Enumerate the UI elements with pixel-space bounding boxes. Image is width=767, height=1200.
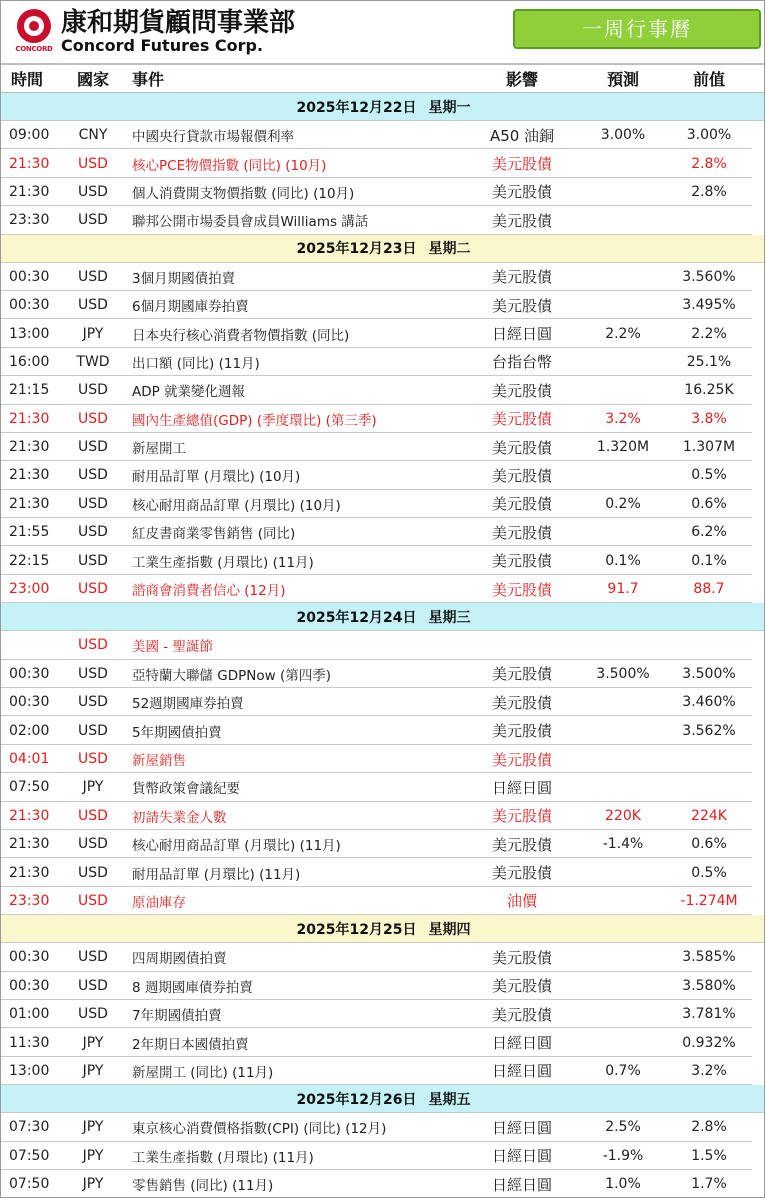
event-country: JPY xyxy=(82,1147,104,1164)
event-previous xyxy=(669,206,749,234)
company-name-en: Concord Futures Corp. xyxy=(61,36,264,55)
table-row xyxy=(1,206,765,234)
event-name: 國內生產總值(GDP) (季度環比) (第三季) xyxy=(132,412,377,429)
event-forecast: 0.7% xyxy=(605,1062,641,1079)
event-forecast: 3.500% xyxy=(596,665,650,682)
event-country: JPY xyxy=(82,779,104,796)
event-time: 22:15 xyxy=(9,552,50,569)
event-forecast xyxy=(579,376,667,404)
event-previous: 3.500% xyxy=(682,665,736,682)
event-previous: 0.5% xyxy=(691,864,727,881)
event-previous: 0.6% xyxy=(691,495,727,512)
event-time: 00:30 xyxy=(9,297,50,314)
event-country: TWD xyxy=(76,353,110,370)
event-impact: 日經日圓 xyxy=(491,1062,552,1081)
event-country: USD xyxy=(78,665,108,682)
event-impact: 美元股債 xyxy=(491,977,552,996)
event-name: 5年期國債拍賣 xyxy=(132,724,222,741)
event-time: 21:30 xyxy=(9,467,50,484)
event-previous: 3.562% xyxy=(682,722,736,739)
table-row xyxy=(1,1000,765,1028)
event-forecast xyxy=(579,263,667,291)
date-header xyxy=(1,915,765,943)
table-row xyxy=(1,802,765,830)
event-forecast xyxy=(579,972,667,1000)
event-time: 21:30 xyxy=(9,155,50,172)
event-impact: 美元股債 xyxy=(491,410,552,429)
event-impact: 美元股債 xyxy=(491,864,552,883)
event-forecast: 3.00% xyxy=(600,127,646,144)
column-country: 國家 xyxy=(76,70,109,89)
event-country: USD xyxy=(78,581,108,598)
event-impact: 美元股債 xyxy=(491,807,552,826)
event-previous: 0.1% xyxy=(691,552,727,569)
event-name: 核心耐用商品訂單 (月環比) (10月) xyxy=(132,497,341,514)
event-previous: 3.8% xyxy=(691,410,727,427)
table-row xyxy=(1,773,765,801)
event-country: USD xyxy=(78,410,108,427)
event-name: 工業生產指數 (月環比) (11月) xyxy=(132,554,314,571)
event-name: 東京核心消費價格指數(CPI) (同比) (12月) xyxy=(132,1121,387,1138)
table-row xyxy=(1,1028,765,1056)
event-name: 初請失業金人數 xyxy=(132,809,227,826)
event-impact: 美元股債 xyxy=(491,438,552,457)
event-country: JPY xyxy=(82,1176,104,1193)
event-time: 11:30 xyxy=(9,1034,50,1051)
event-previous: 1.7% xyxy=(691,1176,727,1193)
company-name-cn: 康和期貨顧問事業部 xyxy=(61,8,296,38)
weekly-calendar-button[interactable]: 一周行事曆 xyxy=(513,9,761,49)
event-time: 07:50 xyxy=(9,1147,50,1164)
event-country: USD xyxy=(78,268,108,285)
section-date: 2025年12月25日 xyxy=(296,921,417,938)
event-previous: 2.8% xyxy=(691,183,727,200)
event-time: 23:30 xyxy=(9,212,50,229)
event-name: 諮商會消費者信心 (12月) xyxy=(132,583,286,600)
event-impact: 美元股債 xyxy=(491,495,552,514)
event-name: 6個月期國庫券拍賣 xyxy=(132,299,249,316)
event-time: 21:30 xyxy=(9,495,50,512)
event-name: 7年期國債拍賣 xyxy=(132,1008,222,1025)
event-time: 00:30 xyxy=(9,694,50,711)
event-forecast: 220K xyxy=(605,807,641,824)
event-previous: 3.2% xyxy=(691,1062,727,1079)
event-previous: 2.2% xyxy=(691,325,727,342)
table-row xyxy=(1,263,765,291)
event-forecast: -1.4% xyxy=(602,836,644,853)
event-previous: 3.580% xyxy=(682,977,736,994)
event-previous: 3.560% xyxy=(682,268,736,285)
column-impact: 影響 xyxy=(505,70,538,89)
event-name: 聯邦公開市場委員會成員Williams 講話 xyxy=(132,214,369,231)
event-time: 00:30 xyxy=(9,665,50,682)
event-forecast: 2.2% xyxy=(605,325,641,342)
event-time: 02:00 xyxy=(9,722,50,739)
event-impact: 日經日圓 xyxy=(491,1175,552,1194)
section-weekday: 星期四 xyxy=(428,921,471,938)
event-previous: 2.8% xyxy=(691,1119,727,1136)
event-impact: 美元股債 xyxy=(491,523,552,542)
event-impact: 油價 xyxy=(506,892,537,911)
event-previous: 3.781% xyxy=(682,1006,736,1023)
column-previous: 前值 xyxy=(692,70,725,89)
event-impact: 美元股債 xyxy=(491,948,552,967)
event-forecast xyxy=(579,773,667,801)
section-date: 2025年12月24日 xyxy=(296,609,417,626)
section-weekday: 星期二 xyxy=(428,241,471,258)
logo-text: CONCORD xyxy=(15,45,53,53)
event-previous: 0.5% xyxy=(691,467,727,484)
event-forecast xyxy=(579,518,667,546)
table-row xyxy=(1,660,765,688)
date-header xyxy=(1,1085,765,1113)
event-forecast xyxy=(579,887,667,915)
event-time: 04:01 xyxy=(9,751,50,767)
event-country: USD xyxy=(78,637,108,654)
event-previous: 224K xyxy=(691,807,727,824)
event-time: 00:30 xyxy=(9,268,50,285)
event-forecast xyxy=(579,178,667,206)
event-country: USD xyxy=(78,439,108,456)
section-date: 2025年12月23日 xyxy=(296,241,417,258)
event-time: 21:55 xyxy=(9,524,50,541)
event-time xyxy=(9,631,69,659)
event-country: USD xyxy=(78,524,108,541)
event-previous xyxy=(669,773,749,801)
section-date: 2025年12月26日 xyxy=(296,1091,417,1108)
event-previous: -1.274M xyxy=(680,892,738,909)
event-impact: 日經日圓 xyxy=(491,1118,552,1137)
event-previous: 88.7 xyxy=(693,581,725,598)
event-time: 00:30 xyxy=(9,949,50,966)
event-country: USD xyxy=(78,807,108,824)
event-time: 23:00 xyxy=(9,581,50,598)
event-country: USD xyxy=(78,892,108,909)
event-time: 21:30 xyxy=(9,864,50,881)
event-impact: A50 油銅 xyxy=(489,126,555,145)
table-row xyxy=(1,830,765,858)
table-row xyxy=(1,121,765,149)
table-row xyxy=(1,376,765,404)
event-country: JPY xyxy=(82,1034,104,1051)
event-country: CNY xyxy=(78,127,108,144)
section-date: 2025年12月22日 xyxy=(296,99,417,116)
event-name: 紅皮書商業零售銷售 (同比) xyxy=(132,526,296,543)
event-impact: 美元股債 xyxy=(491,750,552,769)
event-forecast xyxy=(579,688,667,716)
concord-logo xyxy=(11,9,57,53)
table-row xyxy=(1,972,765,1000)
event-country: USD xyxy=(78,552,108,569)
table-row xyxy=(1,518,765,546)
event-impact: 美元股債 xyxy=(491,296,552,315)
table-row xyxy=(1,943,765,971)
event-name: 3個月期國債拍賣 xyxy=(132,270,236,287)
event-name: 出口額 (同比) (11月) xyxy=(132,355,260,372)
event-country: USD xyxy=(78,155,108,172)
event-impact: 美元股債 xyxy=(491,381,552,400)
event-time: 21:15 xyxy=(9,382,50,399)
row-divider xyxy=(1,1197,752,1198)
event-forecast xyxy=(579,1028,667,1056)
event-country: USD xyxy=(78,297,108,314)
table-row xyxy=(1,433,765,461)
table-row xyxy=(1,348,765,376)
event-previous: 1.5% xyxy=(691,1147,727,1164)
event-forecast xyxy=(579,149,667,177)
event-name: 2年期日本國債拍賣 xyxy=(132,1036,249,1053)
event-time: 21:30 xyxy=(9,836,50,853)
event-name: 亞特蘭大聯儲 GDPNow (第四季) xyxy=(132,667,332,684)
table-row xyxy=(1,716,765,744)
section-weekday: 星期一 xyxy=(428,99,471,116)
event-name: 耐用品訂單 (月環比) (10月) xyxy=(132,469,301,486)
table-row xyxy=(1,405,765,433)
date-header xyxy=(1,93,765,121)
event-name: 52週期國庫券拍賣 xyxy=(132,696,244,713)
event-name: 核心PCE物價指數 (同比) (10月) xyxy=(132,157,327,174)
date-header xyxy=(1,603,765,631)
event-name: ADP 就業變化週報 xyxy=(132,384,246,401)
event-country: USD xyxy=(78,212,108,229)
event-time: 21:30 xyxy=(9,410,50,427)
section-weekday: 星期五 xyxy=(428,1091,471,1108)
event-impact: 美元股債 xyxy=(491,722,552,741)
event-impact: 美元股債 xyxy=(491,183,552,202)
column-event: 事件 xyxy=(132,70,165,89)
event-impact: 日經日圓 xyxy=(491,1147,552,1166)
event-forecast: 1.0% xyxy=(605,1176,641,1193)
table-row xyxy=(1,575,765,603)
table-row xyxy=(1,178,765,206)
event-previous: 6.2% xyxy=(691,524,727,541)
event-name: 中國央行貸款市場報價利率 xyxy=(132,129,294,146)
event-time: 21:30 xyxy=(9,183,50,200)
event-time: 13:00 xyxy=(9,325,50,342)
event-previous: 2.8% xyxy=(691,155,727,172)
event-time: 21:30 xyxy=(9,807,50,824)
event-time: 00:30 xyxy=(9,977,50,994)
event-impact: 美元股債 xyxy=(491,268,552,287)
event-previous: 0.6% xyxy=(691,836,727,853)
event-name: 核心耐用商品訂單 (月環比) (11月) xyxy=(132,838,341,855)
table-row xyxy=(1,1113,765,1141)
event-name: 個人消費開支物價指數 (同比) (10月) xyxy=(132,185,355,202)
event-country: USD xyxy=(78,495,108,512)
event-name: 耐用品訂單 (月環比) (11月) xyxy=(132,866,301,883)
event-forecast xyxy=(579,206,667,234)
event-forecast: 0.1% xyxy=(605,552,641,569)
event-forecast xyxy=(579,943,667,971)
event-impact: 美元股債 xyxy=(491,665,552,684)
event-name: 原油庫存 xyxy=(132,894,186,911)
event-country: JPY xyxy=(82,325,104,342)
table-row xyxy=(1,688,765,716)
table-row xyxy=(1,745,765,773)
event-impact: 美元股債 xyxy=(491,211,552,230)
section-weekday: 星期三 xyxy=(428,609,471,626)
event-time: 07:50 xyxy=(9,779,50,796)
event-forecast xyxy=(579,348,667,376)
event-previous: 3.460% xyxy=(682,694,736,711)
table-row xyxy=(1,858,765,886)
table-row xyxy=(1,1142,765,1170)
event-time: 23:30 xyxy=(9,892,50,909)
event-country: JPY xyxy=(82,1062,104,1079)
event-previous xyxy=(669,631,749,659)
event-forecast xyxy=(579,631,667,659)
event-impact: 美元股債 xyxy=(491,835,552,854)
event-time: 07:50 xyxy=(9,1176,50,1193)
event-time: 07:30 xyxy=(9,1119,50,1136)
table-row xyxy=(1,291,765,319)
date-header xyxy=(1,235,765,263)
event-country: JPY xyxy=(82,1119,104,1136)
event-country: USD xyxy=(78,977,108,994)
event-impact: 美元股債 xyxy=(491,466,552,485)
event-name: 美國 - 聖誕節 xyxy=(132,639,213,656)
event-country: USD xyxy=(78,382,108,399)
event-forecast: 1.320M xyxy=(596,439,650,456)
event-impact: 美元股債 xyxy=(491,1005,552,1024)
table-row xyxy=(1,887,765,915)
event-time: 01:00 xyxy=(9,1006,50,1023)
column-time: 時間 xyxy=(11,70,44,89)
event-country: USD xyxy=(78,467,108,484)
event-previous xyxy=(669,745,749,773)
event-country: USD xyxy=(78,836,108,853)
event-previous: 25.1% xyxy=(686,353,732,370)
event-country: USD xyxy=(78,949,108,966)
event-impact: 台指台幣 xyxy=(491,353,552,372)
event-time: 21:30 xyxy=(9,439,50,456)
event-name: 日本央行核心消費者物價指數 (同比) xyxy=(132,327,350,344)
event-impact: 美元股債 xyxy=(491,693,552,712)
event-impact: 美元股債 xyxy=(491,155,552,174)
event-forecast xyxy=(579,745,667,773)
table-row xyxy=(1,546,765,574)
table-row xyxy=(1,1170,765,1198)
event-time: 13:00 xyxy=(9,1062,50,1079)
event-country: USD xyxy=(78,1006,108,1023)
table-row xyxy=(1,461,765,489)
event-name: 貨幣政策會議紀要 xyxy=(132,781,240,798)
event-previous: 3.585% xyxy=(682,949,736,966)
event-impact: 日經日圓 xyxy=(491,1034,552,1053)
table-row xyxy=(1,631,765,659)
event-forecast: 3.2% xyxy=(605,410,641,427)
event-forecast xyxy=(579,716,667,744)
event-time: 16:00 xyxy=(9,353,50,370)
header xyxy=(1,1,764,63)
table-row xyxy=(1,1057,765,1085)
calendar-rows xyxy=(1,93,765,1198)
event-previous: 3.495% xyxy=(682,297,736,314)
event-country: USD xyxy=(78,183,108,200)
event-forecast xyxy=(579,1000,667,1028)
event-forecast: 2.5% xyxy=(605,1119,641,1136)
event-country: USD xyxy=(78,722,108,739)
concord-logo-icon xyxy=(17,9,51,43)
event-previous: 3.00% xyxy=(686,127,732,144)
column-forecast: 預測 xyxy=(606,70,639,89)
event-name: 新屋開工 (同比) (11月) xyxy=(132,1064,274,1081)
event-previous: 0.932% xyxy=(682,1034,736,1051)
event-impact: 日經日圓 xyxy=(491,778,552,797)
column-header xyxy=(1,63,765,93)
event-name: 四周期國債拍賣 xyxy=(132,951,227,968)
event-impact: 日經日圓 xyxy=(491,325,552,344)
event-name: 零售銷售 (同比) (11月) xyxy=(132,1178,274,1195)
table-row xyxy=(1,490,765,518)
event-country: USD xyxy=(78,864,108,881)
event-impact: 美元股債 xyxy=(491,580,552,599)
event-name: 新屋開工 xyxy=(132,441,186,458)
event-country: USD xyxy=(78,751,108,767)
event-previous: 16.25K xyxy=(684,382,734,399)
event-forecast xyxy=(579,461,667,489)
table-row xyxy=(1,149,765,177)
table-row xyxy=(1,319,765,347)
event-name: 8 週期國庫債券拍賣 xyxy=(132,979,253,996)
event-name: 新屋銷售 xyxy=(132,753,186,769)
event-forecast: -1.9% xyxy=(602,1147,644,1164)
event-forecast: 0.2% xyxy=(605,495,641,512)
event-impact xyxy=(483,631,561,659)
event-impact: 美元股債 xyxy=(491,552,552,571)
event-forecast: 91.7 xyxy=(607,581,639,598)
event-forecast xyxy=(579,291,667,319)
event-forecast xyxy=(579,858,667,886)
event-country: USD xyxy=(78,694,108,711)
event-time: 09:00 xyxy=(9,127,50,144)
event-previous: 1.307M xyxy=(682,439,736,456)
event-name: 工業生產指數 (月環比) (11月) xyxy=(132,1149,314,1166)
